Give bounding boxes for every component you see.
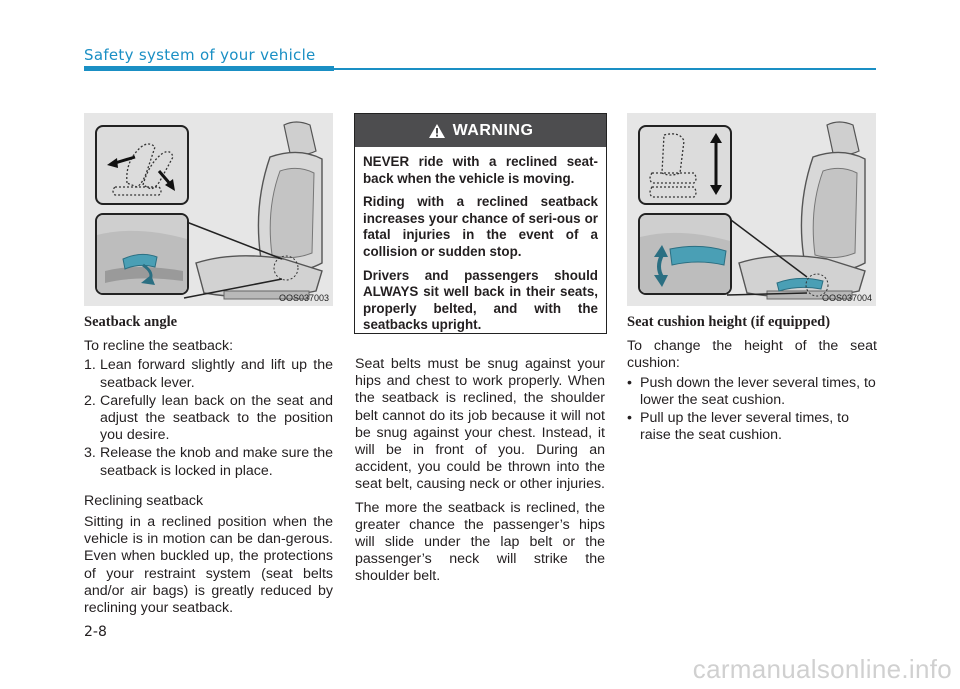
cushion-intro: To change the height of the seat cushion: <box>627 338 877 372</box>
seatback-angle-heading: Seatback angle <box>84 314 178 330</box>
warning-header <box>355 114 606 147</box>
warning-paragraph: Riding with a reclined seatback increases your chance of seri-ous or fatal injuries in the event of a collision or sudden stop. <box>363 194 598 259</box>
height-arrow-icon <box>640 127 730 203</box>
warning-body <box>355 147 606 334</box>
middle-column <box>355 356 605 592</box>
warning-paragraph: NEVER ride with a reclined seat-back when the vehicle is moving. <box>363 154 598 186</box>
recline-intro: To recline the seatback: <box>84 338 234 355</box>
warning-title: WARNING <box>452 121 534 139</box>
watermark: carmanualsonline.info <box>692 654 952 684</box>
lever-inset <box>95 213 189 295</box>
list-item: • Pull up the lever several times, to raise the seat cushion. <box>627 410 849 444</box>
header-rule-thick <box>84 66 334 71</box>
warning-paragraph: Drivers and passengers should ALWAYS sit well back in their seats, properly belted, and with the seatbacks upright. <box>363 267 598 333</box>
cushion-bullets <box>627 375 877 445</box>
lever-inset <box>638 213 732 295</box>
warning-box <box>354 113 607 334</box>
reclining-seatback-title: Reclining seatback <box>84 492 204 509</box>
section-title: Safety system of your vehicle <box>84 46 316 64</box>
height-inset <box>638 125 732 205</box>
list-item: 1. Lean forward slightly and lift up the seatback lever. <box>84 357 333 391</box>
figure-code: OOS037004 <box>821 293 872 303</box>
seatback-lever-drawing <box>97 215 187 293</box>
right-column <box>627 314 877 445</box>
left-column <box>84 314 333 623</box>
warning-triangle-icon <box>428 123 446 139</box>
recline-arrow-icon <box>97 127 187 203</box>
body-paragraph: The more the seatback is reclined, the greater chance the passenger’s hips will slide under the lap belt or the passenger’s neck will strike the shoulder belt. <box>355 499 605 585</box>
header-rule-thin <box>334 68 876 70</box>
recline-inset <box>95 125 189 205</box>
page-number: 2-8 <box>84 624 107 640</box>
list-item: 2. Carefully lean back on the seat and adjust the seatback to the position you desire. <box>84 392 333 444</box>
list-item: • Push down the lever several times, to lower the seat cushion. <box>627 374 876 408</box>
list-item: 3. Release the knob and make sure the seatback is locked in place. <box>84 445 333 479</box>
figure-code: OOS037003 <box>278 293 329 303</box>
recline-steps <box>84 357 333 479</box>
seat-cushion-heading: Seat cushion height (if equipped) <box>627 314 831 330</box>
reclining-seatback-text: Sitting in a reclined position when the vehicle is in motion can be dan-gerous. Even when buckled up, the protections of your restraint system (seat belts and/or air bags) is greatly reduced by reclining your seatback. <box>84 514 333 617</box>
seatback-angle-illustration <box>84 113 333 306</box>
seat-cushion-height-illustration <box>627 113 876 306</box>
height-lever-drawing <box>640 215 730 293</box>
body-paragraph: Seat belts must be snug against your hips and chest to work properly. When the seatback is reclined, the shoulder belt cannot do its job because it will not be snug against your chest. Instead, it will be in front of you. During an accident, you could be thrown into the seat belt, causing neck or other injuries. <box>355 356 605 493</box>
